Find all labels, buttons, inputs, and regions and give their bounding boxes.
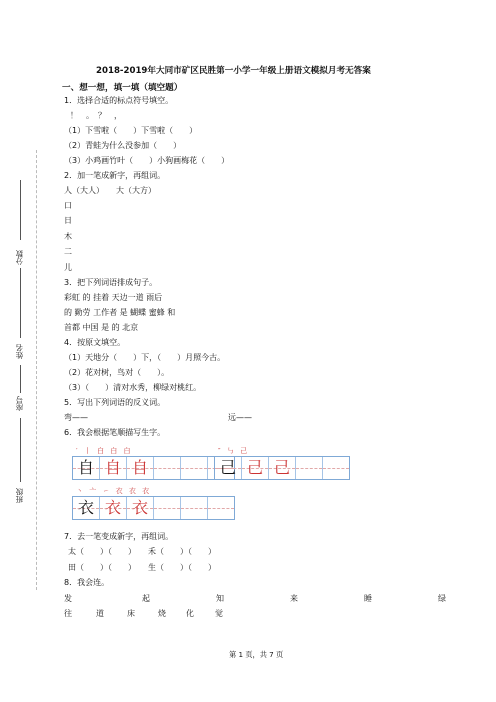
q2-char-2: 日 [64,216,72,225]
yi-cell[interactable]: 衣 [100,497,127,519]
q5-right: 远—— [228,413,252,422]
q8-row2-word[interactable]: 化 [186,609,194,618]
q1-line-2: （2）青蛙为什么没参加（ ） [64,141,182,150]
q2-char-1: 口 [64,201,72,210]
q8-row1-word[interactable]: 发 [64,594,72,603]
q7-line-1: 太（ ）（ ） 禾（ ）（ ） [68,547,216,556]
q1-marks: ！ 。 ？ ， [70,111,122,120]
q8-row2-word[interactable]: 觉 [215,609,223,618]
yi-cell[interactable] [154,497,181,519]
q3-line-2: 的 勤劳 工作者 是 蝴蝶 蜜蜂 和 [64,308,176,317]
binding-line [36,150,37,590]
q8-row1-word[interactable]: 知 [216,594,224,603]
q2-example: 人（大人） 大（大方） [64,186,156,195]
page-footer: 第 1 页，共 7 页 [229,650,284,659]
ji-cell[interactable]: 己 [269,457,296,479]
ji-cell[interactable]: 己 [215,457,242,479]
score-label: 分数 [15,250,24,265]
q3-stem: 3．把下列词语排成句子。 [64,278,158,287]
q7-line-2: 田（ ）（ ） 生（ ）（ ） [68,563,216,572]
class-label: 班级 [15,488,24,503]
zi-cell[interactable]: 自 [73,457,100,479]
yi-cell[interactable]: 衣 [73,497,100,519]
zi-cell[interactable]: 自 [127,457,154,479]
name-line [20,268,21,338]
score-line [20,180,21,240]
q5-left: 弯—— [64,413,88,422]
q8-row1-word[interactable]: 来 [290,594,298,603]
q2-char-3: 木 [64,232,72,241]
q1-line-1: （1）下雪啦（ ）下雪啦（ ） [64,126,198,135]
zi-cell[interactable] [181,457,208,479]
q8-row2-word[interactable]: 往 [64,609,72,618]
zi-cell[interactable] [154,457,181,479]
q8-row1-word[interactable]: 起 [142,594,150,603]
zi-writing-grid [72,456,235,480]
q8-row1-word[interactable]: 绿 [438,594,446,603]
zi-cell[interactable]: 自 [100,457,127,479]
seat-line [20,365,21,393]
yi-cell[interactable]: 衣 [127,497,154,519]
q1-stem: 1．选择合适的标点符号填空。 [64,96,174,105]
ji-cell[interactable]: 己 [242,457,269,479]
q3-line-1: 彩虹 的 挂着 天边一道 雨后 [64,293,163,302]
q5-stem: 5．写出下列词语的反义词。 [64,398,166,407]
q1-line-3: （3）小鸡画竹叶（ ）小狗画梅花（ ） [64,156,230,165]
document-title: 2018-2019年大同市矿区民胜第一小学一年级上册语文模拟月考无答案 [96,66,371,76]
q7-stem: 7．去一笔变成新字，再组词。 [64,532,174,541]
ji-stroke-order: ″ ㇉ 己 [218,447,250,455]
q8-row2-word[interactable]: 烧 [158,609,166,618]
ji-cell[interactable] [296,457,323,479]
q2-char-5: 儿 [64,263,72,272]
seat-label: 座号 [15,396,24,411]
q4-stem: 4．按原文填空。 [64,338,126,347]
q4-line-3: （3）（ ）清对水秀，柳绿对桃红。 [64,383,202,392]
section-heading: 一、想一想，填一填（填空题） [62,83,183,93]
q4-line-2: （2）花对树，鸟对（ ）。 [64,368,170,377]
q3-line-3: 首都 中国 是 的 北京 [64,323,139,332]
q8-row1-word[interactable]: 睡 [364,594,372,603]
yi-writing-grid [72,496,235,520]
q8-row2-word[interactable]: 床 [127,609,135,618]
ji-cell[interactable] [323,457,349,479]
ji-writing-grid [214,456,350,480]
q6-stem: 6．我会根据笔顺描写生字。 [64,428,166,437]
zi-stroke-order: ′ 丨 白 白 白 [76,447,133,455]
yi-cell[interactable] [181,497,208,519]
name-label: 姓名 [15,344,24,359]
q8-row2-word[interactable]: 道 [96,609,104,618]
q2-char-4: 二 [64,247,72,256]
q2-stem: 2．加一笔成新字，再组词。 [64,171,166,180]
q4-line-1: （1）天地分（ ）下，（ ）月照今古。 [64,353,226,362]
class-line [20,418,21,482]
q8-stem: 8．我会连。 [64,578,110,587]
yi-stroke-order: 丶 亠 ㇀ 衣 衣 衣 [76,487,152,495]
yi-cell[interactable] [208,497,234,519]
